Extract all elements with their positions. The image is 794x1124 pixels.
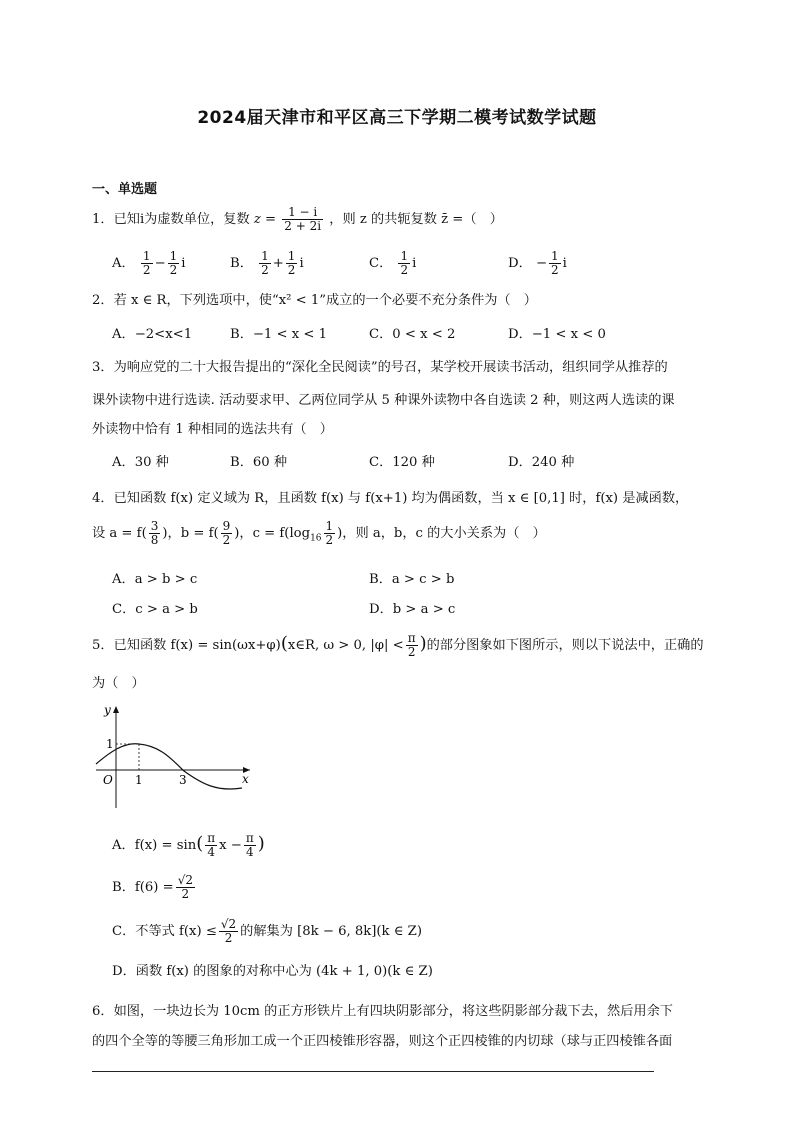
q5-condition: x∈R, ω > 0, |φ| <	[287, 638, 404, 653]
origin-label: O	[103, 773, 113, 787]
q5-option-a[interactable]	[112, 832, 265, 859]
q2-option-d[interactable]: D．−1 < x < 0	[508, 327, 606, 342]
numerator: √2	[220, 917, 237, 931]
operator: +	[272, 256, 284, 271]
fraction	[324, 520, 336, 547]
option-letter: B．	[230, 256, 253, 271]
question-5-line-1	[92, 632, 704, 659]
option-text: x −	[219, 838, 242, 853]
operator: −	[154, 256, 166, 271]
imag-unit: i	[412, 256, 417, 271]
q4-option-b[interactable]: B．a > c > b	[369, 572, 455, 587]
paren: )	[419, 633, 427, 654]
fraction	[549, 250, 561, 277]
fraction	[259, 250, 271, 277]
denominator: 2	[222, 533, 231, 547]
denominator: 2	[224, 931, 233, 945]
denominator: 2	[169, 263, 178, 277]
q3-option-b[interactable]: B．60 种	[230, 455, 288, 470]
q4-option-d[interactable]: D．b > a > c	[369, 602, 456, 617]
fraction	[219, 918, 238, 945]
numerator: 1	[169, 249, 178, 263]
q1-denominator: 2 + 2i	[284, 219, 322, 233]
denominator: 8	[150, 533, 159, 547]
q4-c-def: ，c = f(log	[239, 526, 311, 541]
question-3-line-3: 外读物中恰有 1 种相同的选法共有（ ）	[92, 422, 333, 437]
x-tick-3: 3	[179, 773, 187, 787]
q2-option-c[interactable]: C．0 < x < 2	[369, 327, 456, 342]
denominator: 4	[245, 845, 254, 859]
numerator: 3	[150, 519, 159, 533]
numerator: π	[407, 631, 416, 645]
q1-option-b[interactable]	[230, 250, 304, 277]
option-letter: D．	[508, 256, 532, 271]
fraction	[406, 632, 418, 659]
denominator: 4	[207, 845, 216, 859]
fraction	[176, 874, 195, 901]
paren: )	[234, 526, 240, 541]
paren: )	[257, 833, 265, 854]
section-heading: 一、单选题	[92, 182, 158, 197]
paren: (	[280, 633, 288, 654]
option-letter: A．	[112, 256, 135, 271]
fraction	[149, 520, 161, 547]
q4-option-a[interactable]: A．a > b > c	[112, 572, 198, 587]
denominator: 2	[400, 263, 409, 277]
numerator: π	[245, 831, 254, 845]
q4-b-def: ，b = f	[167, 526, 214, 541]
q3-option-c[interactable]: C．120 种	[369, 455, 435, 470]
q5-option-d[interactable]: D．函数 f(x) 的图象的对称中心为 (4k + 1, 0)(k ∈ Z)	[112, 964, 433, 979]
denominator: 2	[142, 263, 151, 277]
question-1-stem	[92, 206, 503, 233]
q3-option-a[interactable]: A．30 种	[112, 455, 169, 470]
q2-option-a[interactable]: A．−2<x<1	[112, 327, 193, 342]
footer-rule	[92, 1071, 654, 1072]
numerator: π	[207, 831, 216, 845]
paren: )	[162, 526, 168, 541]
q3-option-d[interactable]: D．240 种	[508, 455, 575, 470]
minus-sign: −	[535, 256, 548, 271]
q5-option-b[interactable]	[112, 874, 197, 901]
denominator: 2	[181, 887, 190, 901]
y-axis-label: y	[104, 703, 111, 717]
fraction	[398, 250, 410, 277]
fraction	[221, 520, 233, 547]
page-title: 2024届天津市和平区高三下学期二模考试数学试题	[197, 108, 597, 128]
imag-unit: i	[562, 256, 567, 271]
q1-option-d[interactable]	[508, 250, 567, 277]
numerator: 1	[287, 249, 296, 263]
question-6-line-2: 的四个全等的等腰三角形加工成一个正四棱锥形容器，则这个正四棱锥的内切球（球与正四棱锥各面	[92, 1034, 673, 1049]
x-tick-1: 1	[135, 773, 143, 787]
fraction	[286, 250, 298, 277]
fraction	[168, 250, 180, 277]
q1-fraction	[282, 206, 323, 233]
numerator: √2	[177, 873, 193, 887]
paren: (	[196, 833, 204, 854]
imag-unit: i	[299, 256, 304, 271]
option-text: C．不等式 f(x) ≤	[112, 924, 217, 939]
y-axis-arrow	[113, 706, 119, 713]
denominator: 2	[551, 263, 559, 277]
option-text: B．f(6) =	[112, 880, 174, 895]
paren: (	[213, 526, 219, 541]
question-4-line-1: 4．已知函数 f(x) 定义域为 R，且函数 f(x) 与 f(x+1) 均为偶函数，当 x ∈ [0,1] 时，f(x) 是减函数，	[92, 491, 689, 506]
paren: (	[141, 526, 147, 541]
numerator: 1	[551, 249, 559, 263]
question-2-stem: 2．若 x ∈ R，下列选项中，使“x² < 1”成立的一个必要不充分条件为（ ）	[92, 293, 537, 308]
denominator: 2	[325, 533, 334, 547]
q1-option-c[interactable]	[369, 250, 416, 277]
q1-z-eq: z =	[253, 212, 277, 227]
option-letter: C．	[369, 256, 393, 271]
numerator: 1	[142, 249, 151, 263]
option-text: A．f(x) = sin	[112, 838, 197, 853]
q4-line-2-tail: )，则 a，b，c 的大小关系为（ ）	[337, 526, 546, 541]
fraction	[244, 832, 256, 859]
question-3-line-2: 课外读物中进行选读. 活动要求甲、乙两位同学从 5 种课外读物中各自选读 2 种，则这两人选读的课	[92, 393, 675, 408]
sine-curve	[96, 744, 242, 789]
q1-numerator: 1 − i	[282, 206, 323, 220]
log-base: 16	[310, 533, 322, 544]
numerator: 1	[261, 249, 269, 263]
question-5-line-2: 为（ ）	[92, 676, 145, 691]
y-tick-1: 1	[106, 737, 114, 751]
imag-unit: i	[181, 256, 186, 271]
numerator: 1	[400, 249, 409, 263]
q1-stem-c: z̄ =（ ）	[441, 212, 503, 227]
q1-stem-b: ，则 z 的共轭复数	[329, 212, 437, 227]
q5-line-1-tail: 的部分图象如下图所示，则以下说法中，正确的	[426, 638, 704, 653]
q4-a-def: 设 a = f	[92, 526, 142, 541]
q2-option-b[interactable]: B．−1 < x < 1	[230, 327, 328, 342]
q1-stem-a: 1．已知i为虚数单位，复数	[92, 212, 250, 227]
numerator: 9	[222, 519, 231, 533]
question-3-line-1: 3．为响应党的二十大报告提出的“深化全民阅读”的号召，某学校开展读书活动，组织同学从推荐的	[92, 360, 668, 375]
denominator: 2	[407, 645, 416, 659]
q4-option-c[interactable]: C．c > a > b	[112, 602, 198, 617]
x-axis-label: x	[242, 772, 249, 786]
denominator: 2	[287, 263, 296, 277]
numerator: 1	[325, 519, 334, 533]
fraction	[141, 250, 153, 277]
fraction	[205, 832, 217, 859]
q1-option-a[interactable]	[112, 250, 185, 277]
question-6-line-1: 6．如图，一块边长为 10cm 的正方形铁片上有四块阴影部分，将这些阴影部分裁下去，然后用余下	[92, 1004, 673, 1019]
option-text: 的解集为 [8k − 6, 8k](k ∈ Z)	[240, 924, 422, 939]
q5-option-c[interactable]	[112, 918, 422, 945]
q5-sine-graph	[92, 700, 262, 812]
q5-function-def: 5．已知函数 f(x) = sin(ωx+φ)	[92, 638, 281, 653]
question-4-line-2	[92, 520, 546, 547]
denominator: 2	[261, 263, 269, 277]
